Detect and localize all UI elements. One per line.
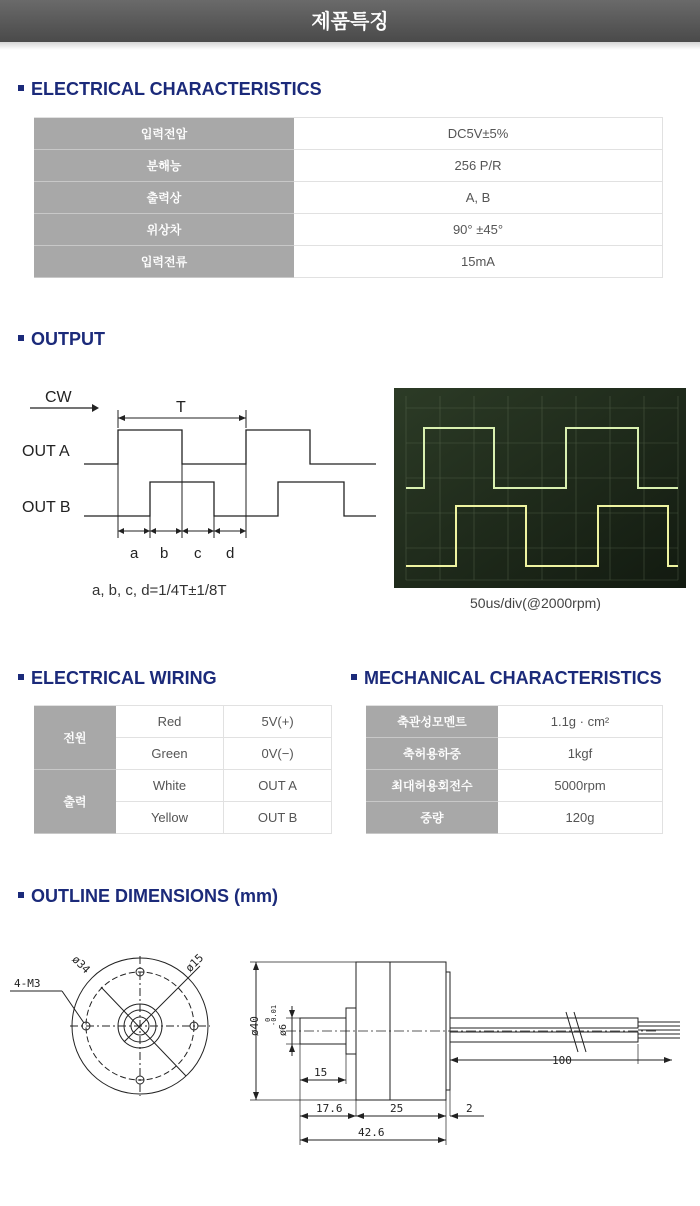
bullet-icon bbox=[18, 85, 24, 91]
out-b-waveform bbox=[84, 482, 376, 516]
page-title: 제품특징 bbox=[311, 9, 389, 33]
bullet-icon bbox=[351, 674, 357, 680]
row-value: 90° ±45° bbox=[294, 214, 663, 246]
section-electrical-characteristics bbox=[18, 79, 322, 100]
table-row bbox=[366, 802, 663, 834]
arrow-icon bbox=[450, 1113, 458, 1119]
front-view-drawing bbox=[0, 940, 240, 1110]
segment-b-label: b bbox=[160, 545, 169, 562]
arrow-icon bbox=[300, 1077, 308, 1083]
pcd-leader bbox=[101, 987, 186, 1076]
row-label: 중량 bbox=[366, 802, 498, 834]
arrow-icon bbox=[240, 528, 246, 534]
section-output bbox=[18, 329, 105, 350]
section-title: ELECTRICAL WIRING bbox=[31, 668, 217, 688]
arrow-icon bbox=[438, 1113, 446, 1119]
wire-signal: OUT A bbox=[224, 770, 332, 802]
table-row bbox=[34, 770, 332, 802]
section-title: ELECTRICAL CHARACTERISTICS bbox=[31, 79, 322, 99]
shaft-length-label: 15 bbox=[314, 1066, 328, 1079]
cable-lower bbox=[450, 1032, 638, 1042]
boss-callout: ø15 bbox=[182, 951, 207, 975]
arrow-icon bbox=[300, 1113, 308, 1119]
arrow-icon bbox=[664, 1057, 672, 1063]
table-row bbox=[366, 706, 663, 738]
bullet-icon bbox=[18, 674, 24, 680]
arrow-icon bbox=[253, 1092, 259, 1100]
segment-c-label: c bbox=[194, 545, 202, 562]
table-row bbox=[34, 706, 332, 738]
row-label: 최대허용회전수 bbox=[366, 770, 498, 802]
page-header bbox=[0, 0, 700, 42]
section-title: MECHANICAL CHARACTERISTICS bbox=[364, 668, 662, 688]
arrow-icon bbox=[450, 1057, 458, 1063]
row-value: 256 P/R bbox=[294, 150, 663, 182]
out-a-waveform bbox=[84, 430, 376, 464]
arrow-icon bbox=[182, 528, 188, 534]
output-group-label: 출력 bbox=[34, 770, 116, 834]
dim-426-label: 42.6 bbox=[358, 1126, 385, 1139]
pcd-callout: ø34 bbox=[69, 952, 93, 977]
period-label: T bbox=[176, 399, 186, 416]
oscilloscope-trace bbox=[394, 388, 686, 588]
shaft-tol-upper: 0 bbox=[264, 1017, 272, 1022]
dim-176-label: 17.6 bbox=[316, 1102, 343, 1115]
body-dia-label: ø40 bbox=[248, 1016, 261, 1036]
side-view-drawing bbox=[236, 940, 696, 1155]
table-row bbox=[34, 150, 663, 182]
screw-callout: 4-M3 bbox=[14, 977, 41, 990]
wire-color: Red bbox=[116, 706, 224, 738]
section-title: OUTLINE DIMENSIONS (mm) bbox=[31, 886, 279, 906]
wire-color: White bbox=[116, 770, 224, 802]
wire-color: Green bbox=[116, 738, 224, 770]
table-row bbox=[34, 118, 663, 150]
arrow-icon bbox=[150, 528, 156, 534]
table-row bbox=[34, 182, 663, 214]
scope-caption: 50us/div(@2000rpm) bbox=[470, 595, 601, 611]
arrow-icon bbox=[300, 1137, 308, 1143]
row-value: 120g bbox=[498, 802, 663, 834]
wire-signal: 0V(−) bbox=[224, 738, 332, 770]
dim-2-label: 2 bbox=[466, 1102, 473, 1115]
electrical-table bbox=[34, 117, 663, 278]
bullet-icon bbox=[18, 892, 24, 898]
header-shadow bbox=[0, 42, 700, 50]
wire-color: Yellow bbox=[116, 802, 224, 834]
section-mechanical-characteristics bbox=[351, 668, 662, 689]
shaft-dia-label: ø6 bbox=[278, 1023, 289, 1036]
arrow-icon bbox=[144, 528, 150, 534]
row-label: 입력전류 bbox=[34, 246, 294, 278]
arrow-left-icon bbox=[118, 415, 125, 421]
cw-arrow-icon bbox=[92, 404, 99, 412]
timing-formula: a, b, c, d=1/4T±1/8T bbox=[92, 582, 227, 599]
dim-25-label: 25 bbox=[390, 1102, 404, 1115]
wire-signal: OUT B bbox=[224, 802, 332, 834]
power-group-label: 전원 bbox=[34, 706, 116, 770]
cw-label: CW bbox=[45, 389, 72, 406]
arrow-icon bbox=[438, 1137, 446, 1143]
oscilloscope-photo bbox=[394, 388, 686, 588]
table-row bbox=[366, 770, 663, 802]
arrow-icon bbox=[356, 1113, 364, 1119]
row-value: 1kgf bbox=[498, 738, 663, 770]
section-electrical-wiring bbox=[18, 668, 217, 689]
row-label: 출력상 bbox=[34, 182, 294, 214]
arrow-icon bbox=[118, 528, 124, 534]
arrow-icon bbox=[214, 528, 220, 534]
row-value: A, B bbox=[294, 182, 663, 214]
row-label: 분해능 bbox=[34, 150, 294, 182]
bullet-icon bbox=[18, 335, 24, 341]
section-outline-dimensions bbox=[18, 886, 278, 907]
segment-d-label: d bbox=[226, 545, 235, 562]
row-value: 1.1g · cm² bbox=[498, 706, 663, 738]
row-label: 축허용하중 bbox=[366, 738, 498, 770]
row-value: 15mA bbox=[294, 246, 663, 278]
row-label: 입력전압 bbox=[34, 118, 294, 150]
table-row bbox=[34, 214, 663, 246]
row-value: DC5V±5% bbox=[294, 118, 663, 150]
arrow-icon bbox=[338, 1077, 346, 1083]
arrow-right-icon bbox=[239, 415, 246, 421]
segment-a-label: a bbox=[130, 545, 139, 562]
table-row bbox=[34, 246, 663, 278]
arrow-icon bbox=[253, 962, 259, 970]
screw-leader bbox=[62, 991, 84, 1023]
table-row bbox=[366, 738, 663, 770]
cable-length-label: 100 bbox=[552, 1054, 572, 1067]
row-label: 위상차 bbox=[34, 214, 294, 246]
wiring-table bbox=[34, 705, 332, 834]
section-title: OUTPUT bbox=[31, 329, 105, 349]
arrow-icon bbox=[289, 1044, 295, 1052]
shaft-tol-lower: -0.01 bbox=[270, 1004, 278, 1026]
wire-signal: 5V(+) bbox=[224, 706, 332, 738]
out-a-label: OUT A bbox=[22, 443, 70, 460]
row-value: 5000rpm bbox=[498, 770, 663, 802]
cable-upper bbox=[450, 1018, 638, 1028]
arrow-icon bbox=[176, 528, 182, 534]
out-b-label: OUT B bbox=[22, 499, 71, 516]
arrow-icon bbox=[348, 1113, 356, 1119]
mechanical-table bbox=[366, 705, 663, 834]
arrow-icon bbox=[289, 1010, 295, 1018]
arrow-icon bbox=[208, 528, 214, 534]
timing-diagram bbox=[0, 378, 390, 608]
row-label: 축관성모멘트 bbox=[366, 706, 498, 738]
